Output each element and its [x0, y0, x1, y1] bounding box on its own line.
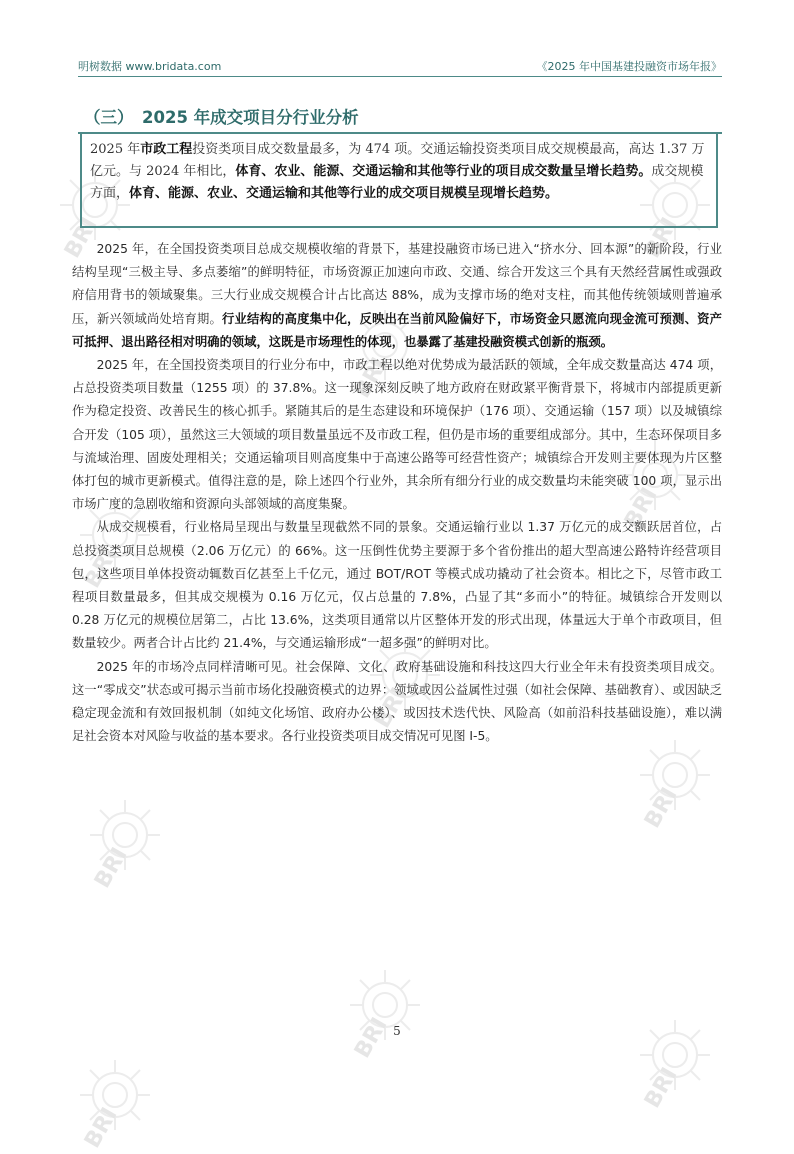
section-title: [84, 104, 359, 128]
watermark-text: BRI: [640, 783, 683, 833]
paragraph-text: 2025 年，在全国投资类项目的行业分布中，市政工程以绝对优势成为最活跃的领域，全年成交数量高达 474 项，占总投资类项目数量（1255 项）的 37.8%。这一现象深刻反映了地方政府在财政紧平衡背景下，将城市内部提质更新作为稳定投资、改善民生的核心抓手。紧随其后的是生态建设和环境保护（176 项）、交通运输（157 项）以及城镇综合开发（105 项），虽然这三大领域的项目数量虽远不及市政工程，但仍是市场的重要组成部分。其中，生态环保项目多与流域治理、固废处理相关；交通运输项目则高度集中于高速公路等可经营性资产；城镇综合开发则主要体现为片区整体打包的城市更新模式。值得注意的是，除上述四个行业外，其余所有细分行业的成交数量均未能突破 100 项，显示出市场广度的急剧收缩和资源向头部领域的高度集聚。: [72, 358, 722, 512]
summary-box: [80, 134, 718, 228]
section-number: （三）: [84, 108, 134, 127]
watermark-text: BRI: [80, 543, 123, 593]
summary-emphasis: 体育、能源、农业、交通运输和其他等行业的成交项目规模呈现增长趋势。: [129, 186, 559, 201]
section-heading: 2025 年成交项目分行业分析: [142, 108, 359, 127]
summary-text: 投资类项目成交数量最多，为 474 项。交通运输投资类项目成交规模最高，高达 1.37 万亿元。与 2024 年相比，: [90, 142, 705, 179]
watermark-logo: [620, 1000, 730, 1113]
emphasis-text: 行业结构的高度集中化，反映出在当前风险偏好下，市场资金只愿流向现金流可预测、资产可抵押、退出路径相对明确的领域，这既是市场理性的体现，也暴露了基建投融资模式创新的瓶颈。: [72, 311, 722, 349]
watermark-text: BRI: [350, 353, 393, 403]
watermark-text: BRI: [620, 483, 663, 533]
watermark-text: BRI: [640, 213, 683, 263]
body-paragraph: [72, 516, 722, 655]
watermark-text: BRI: [90, 843, 133, 893]
watermark-text: BRI: [370, 683, 413, 733]
summary-emphasis: 市政工程: [140, 142, 193, 157]
body-text: [72, 238, 722, 748]
header-brand: 明树数据 www.bridata.com: [78, 60, 222, 73]
body-paragraph: [72, 656, 722, 749]
body-paragraph: [72, 354, 722, 516]
summary-text: 2025 年: [90, 142, 141, 157]
header-report-title: 《2025 年中国基建投融资市场年报》: [536, 60, 722, 73]
page-number: 5: [393, 1024, 401, 1038]
paragraph-text: 2025 年的市场冷点同样清晰可见。社会保障、文化、政府基础设施和科技这四大行业全年未有投资类项目成交。这一“零成交”状态或可揭示当前市场化投融资模式的边界：领域或因公益属性过强（如社会保障、基础教育）、或因缺乏稳定现金流和有效回报机制（如纯文化场馆、政府办公楼）、或因技术迭代快、风险高（如前沿科技基础设施），难以满足社会资本对风险与收益的基本要求。各行业投资类项目成交情况可见图 I-5。: [72, 659, 722, 744]
watermark-logo: [70, 780, 180, 893]
summary-text: 成交规模方面，: [90, 164, 704, 201]
header-divider: [78, 76, 722, 77]
watermark-text: BRI: [640, 1063, 683, 1113]
watermark-text: BRI: [350, 1013, 393, 1063]
watermark-text: BRI: [60, 213, 103, 263]
watermark-logo: [60, 1040, 170, 1153]
watermark-logo: [330, 950, 440, 1063]
paragraph-text: 从成交规模看，行业格局呈现出与数量呈现截然不同的景象。交通运输行业以 1.37 万亿元的成交额跃居首位，占总投资类项目总规模（2.06 万亿元）的 66%。这一压倒性优势主要源于多个省份推出的超大型高速公路特许经营项目包，这些项目单体投资动辄数百亿甚至上千亿元，通过 BOT/ROT 等模式成功撬动了社会资本。相比之下，尽管市政工程项目数量最多，但其成交规模为 0.16 万亿元，仅占总量的 7.8%，凸显了其“多而小”的特征。城镇综合开发则以 0.28 万亿元的规模位居第二，占比 13.6%，这类项目通常以片区整体开发的形式出现，体量远大于单个市政项目，但数量较少。两者合计占比约 21.4%，与交通运输形成“一超多强”的鲜明对比。: [72, 520, 722, 651]
watermark-text: BRI: [80, 1103, 123, 1153]
page-header: [78, 58, 722, 76]
summary-emphasis: 体育、农业、能源、交通运输和其他等行业的项目成交数量呈增长趋势。: [235, 164, 652, 179]
paragraph-text: 2025 年，在全国投资类项目总成交规模收缩的背景下，基建投融资市场已进入“挤水分、回本源”的新阶段，行业结构呈现“三极主导、多点萎缩”的鲜明特征，市场资源正加速向市政、交通、综合开发这三个具有天然经营属性或强政府信用背书的领域聚集。三大行业成交规模合计占比高达 88%，成为支撑市场的绝对支柱，而其他传统领域则普遍承压，新兴领域尚处培育期。: [72, 242, 722, 326]
body-paragraph: [72, 238, 722, 354]
